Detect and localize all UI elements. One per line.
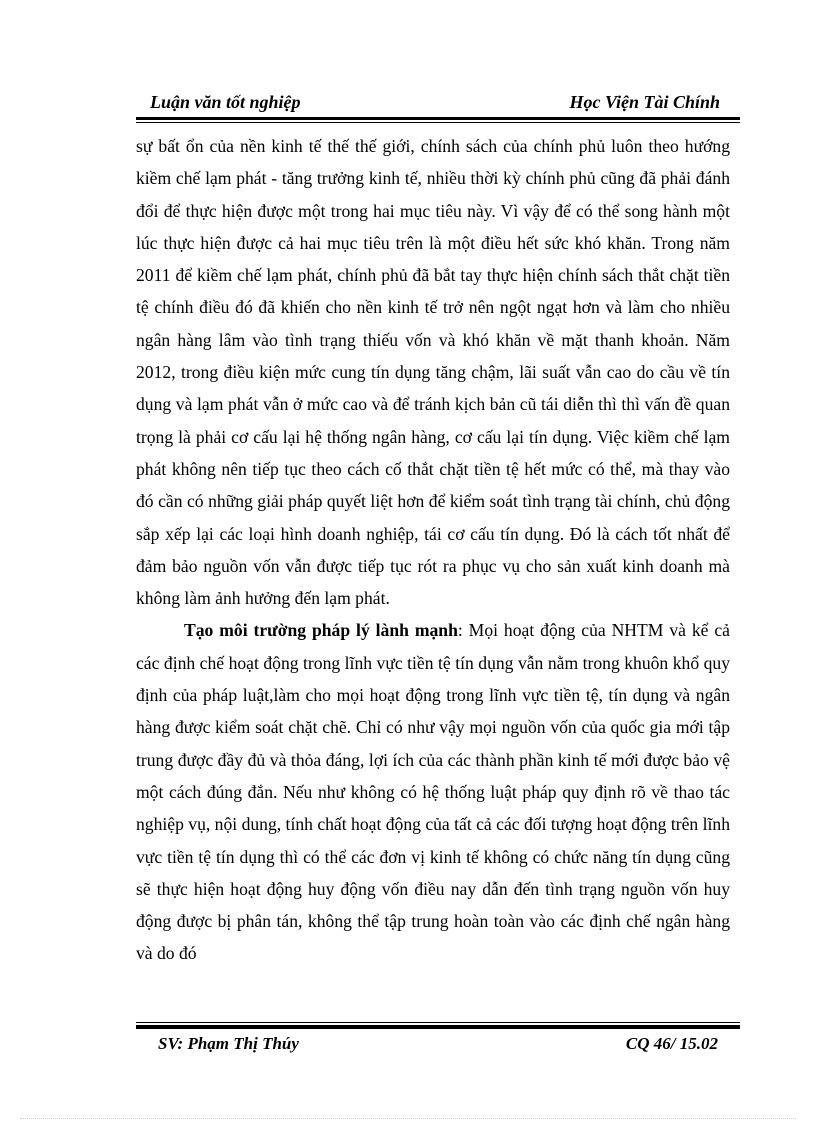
footer-rule-thick (136, 1025, 740, 1029)
header-rule-thick (136, 117, 740, 120)
paragraph-2-heading: Tạo môi trường pháp lý lành mạnh (184, 620, 458, 641)
page-footer (158, 1032, 718, 1058)
header-rule-thin (136, 122, 740, 123)
page-header (150, 90, 720, 116)
header-thesis-title: Luận văn tốt nghiệp (150, 92, 301, 112)
footer-class-code: CQ 46/ 15.02 (625, 1034, 718, 1053)
header-institution: Học Viện Tài Chính (569, 92, 720, 112)
footer-rule-thin (136, 1022, 740, 1023)
paragraph-1: sự bất ổn của nền kinh tế thế thế giới, chính sách của chính phủ luôn theo hướng kiềm chế lạm phát - tăng trưởng kinh tế, nhiều thời kỳ chính phủ cũng đã phải đánh đổi để thực hiện được một trong hai mục tiêu này. Vì vậy để có thể song hành một lúc thực hiện được cả hai mục tiêu trên là một điều hết sức khó khăn. Trong năm 2011 để kiềm chế lạm phát, chính phủ đã bắt tay thực hiện chính sách thắt chặt tiền tệ chính điều đó đã khiến cho nền kinh tế trở nên ngột ngạt hơn và làm cho nhiều ngân hàng lâm vào tình trạng thiếu vốn và khó khăn về mặt thanh khoản. Năm 2012, trong điều kiện mức cung tín dụng tăng chậm, lãi suất vẫn cao do cầu về tín dụng và lạm phát vẫn ở mức cao và để tránh kịch bản cũ tái diễn thì thì vấn đề quan trọng là phải cơ cấu lại hệ thống ngân hàng, cơ cấu lại tín dụng. Việc kiềm chế lạm phát không nên tiếp tục theo cách cố thắt chặt tiền tệ hết mức có thể, mà thay vào đó cần có những giải pháp quyết liệt hơn để kiểm soát tình trạng tài chính, chủ động sắp xếp lại các loại hình doanh nghiệp, tái cơ cấu tín dụng. Đó là cách tốt nhất để đảm bảo nguồn vốn vẫn được tiếp tục rót ra phục vụ cho sản xuất kinh doanh mà không làm ảnh hưởng đến lạm phát. (136, 136, 730, 609)
paragraph-2 (136, 614, 730, 969)
footer-student-name: SV: Phạm Thị Thúy (158, 1034, 299, 1053)
paragraph-2-text: : Mọi hoạt động của NHTM và kể cả các định chế hoạt động trong lĩnh vực tiền tệ tín dụng vẫn nằm trong khuôn khổ quy định của pháp luật,làm cho mọi hoạt động trong lĩnh vực tiền tệ, tín dụng và ngân hàng được kiểm soát chặt chẽ. Chỉ có như vậy mọi nguồn vốn của quốc gia mới tập trung được đầy đủ và thỏa đáng, lợi ích của các thành phần kinh tế mới được bảo vệ một cách đúng đắn. Nếu như không có hệ thống luật pháp quy định rõ về thao tác nghiệp vụ, nội dung, tính chất hoạt động của tất cả các đối tượng hoạt động trên lĩnh vực tiền tệ tín dụng thì có thể các đơn vị kinh tế không có chức năng tín dụng cũng sẽ thực hiện hoạt động huy động vốn điều nay dẫn đến tình trạng nguồn vốn huy động được bị phân tán, không thể tập trung hoàn toàn vào các định chế ngân hàng và do đó (136, 620, 730, 964)
page-edge-dotted-line (20, 1118, 796, 1119)
body-text (136, 130, 730, 970)
